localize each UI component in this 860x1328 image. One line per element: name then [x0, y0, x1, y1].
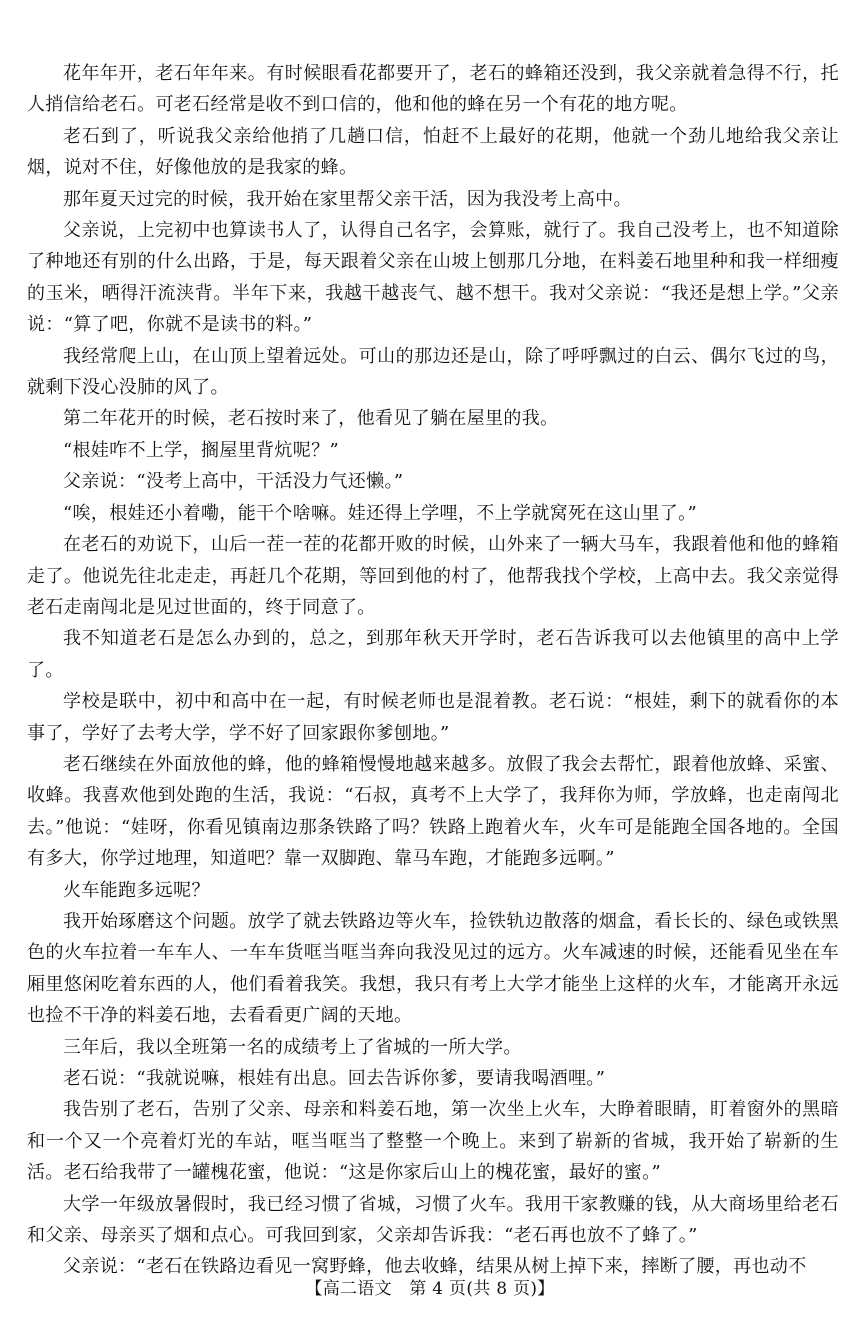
paragraph: 我经常爬上山，在山顶上望着远处。可山的那边还是山，除了呼呼飘过的白云、偶尔飞过的鸟，就剩下没心没肺的风了。 [27, 345, 839, 399]
paragraph: 老石到了，听说我父亲给他捎了几趟口信，怕赶不上最好的花期，他就一个劲儿地给我父亲让烟，说对不住，好像他放的是我家的蜂。 [27, 125, 839, 179]
paragraph: 三年后，我以全班第一名的成绩考上了省城的一所大学。 [63, 1036, 522, 1058]
paragraph: 我不知道老石是怎么办到的，总之，到那年秋天开学时，老石告诉我可以去他镇里的高中上学了。 [27, 628, 839, 681]
paragraph: 老石说：“我就说嘛，根娃有出息。回去告诉你爹，要请我喝酒哩。” [63, 1068, 606, 1089]
paragraph: 火车能跑多远呢？ [63, 879, 210, 901]
paragraph: 第二年花开的时候，老石按时来了，他看见了躺在屋里的我。 [63, 408, 559, 430]
paragraph: 学校是联中，初中和高中在一起，有时候老师也是混着教。老石说：“根娃，剩下的就看你的本事了，学好了去考大学，学不好了回家跟你爹刨地。” [27, 691, 839, 744]
paragraph: 老石继续在外面放他的蜂，他的蜂箱慢慢地越来越多。放假了我会去帮忙，跟着他放蜂、采蜜、收蜂。我喜欢他到处跑的生活，我说：“石叔，真考不上大学了，我拜你为师，学放蜂，也走南闯北去。”他说：“娃呀，你看见镇南边那条铁路了吗？铁路上跑着火车，火车可是能跑全国各地的。全国有多大，你学过地理，知道吧？靠一双脚跑、靠马车跑，才能跑多远啊。” [27, 753, 839, 870]
paragraph: 那年夏天过完的时候，我开始在家里帮父亲干活，因为我没考上高中。 [63, 188, 632, 210]
paragraph: 我开始琢磨这个问题。放学了就去铁路边等火车，捡铁轨边散落的烟盒，看长长的、绿色或铁黑色的火车拉着一车车人、一车车货哐当哐当奔向我没见过的远方。火车减速的时候，还能看见坐在车厢里悠闲吃着东西的人，他们看着我笑。我想，我只有考上大学才能坐上这样的火车，才能离开永远也捡不干净的料姜石地，去看看更广阔的天地。 [27, 910, 839, 1027]
paragraph: 父亲说，上完初中也算读书人了，认得自己名字，会算账，就行了。我自己没考上，也不知道除了种地还有别的什么出路，于是，每天跟着父亲在山坡上刨那几分地，在料姜石地里种和我一样细瘦的玉米，晒得汗流浃背。半年下来，我越干越丧气、越不想干。我对父亲说：“我还是想上学。”父亲说：“算了吧，你就不是读书的料。” [27, 220, 839, 336]
paragraph: 父亲说：“老石在铁路边看见一窝野蜂，他去收蜂，结果从树上掉下来，摔断了腰，再也动不 [63, 1256, 807, 1278]
paragraph: 大学一年级放暑假时，我已经习惯了省城，习惯了火车。我用干家教赚的钱，从大商场里给老石和父亲、母亲买了烟和点心。可我回到家，父亲却告诉我：“老石再也放不了蜂了。” [27, 1193, 839, 1247]
paragraph: “根娃咋不上学，搁屋里背炕呢？” [63, 439, 340, 461]
paragraph: “唉，根娃还小着嘞，能干个啥嘛。娃还得上学哩，不上学就窝死在这山里了。” [63, 502, 698, 524]
article-body [27, 58, 839, 1283]
paragraph: 我告别了老石，告别了父亲、母亲和料姜石地，第一次坐上火车，大睁着眼睛，盯着窗外的黑暗和一个又一个亮着灯光的车站，哐当哐当了整整一个晚上。来到了崭新的省城，我开始了崭新的生活。老石给我带了一罐槐花蜜，他说：“这是你家后山上的槐花蜜，最好的蜜。” [27, 1099, 839, 1184]
paragraph: 父亲说：“没考上高中，干活没力气还懒。” [63, 471, 404, 493]
paragraph: 在老石的劝说下，山后一茬一茬的花都开败的时候，山外来了一辆大马车，我跟着他和他的蜂箱走了。他说先往北走走，再赶几个花期，等回到他的村了，他帮我找个学校，上高中去。我父亲觉得老石走南闯北是见过世面的，终于同意了。 [27, 534, 839, 618]
paragraph: 花年年开，老石年年来。有时候眼看花都要开了，老石的蜂箱还没到，我父亲就着急得不行，托人捎信给老石。可老石经常是收不到口信的，他和他的蜂在另一个有花的地方呢。 [27, 63, 839, 116]
page-footer: 【高二语文 第 4 页(共 8 页)】 [305, 1279, 555, 1299]
